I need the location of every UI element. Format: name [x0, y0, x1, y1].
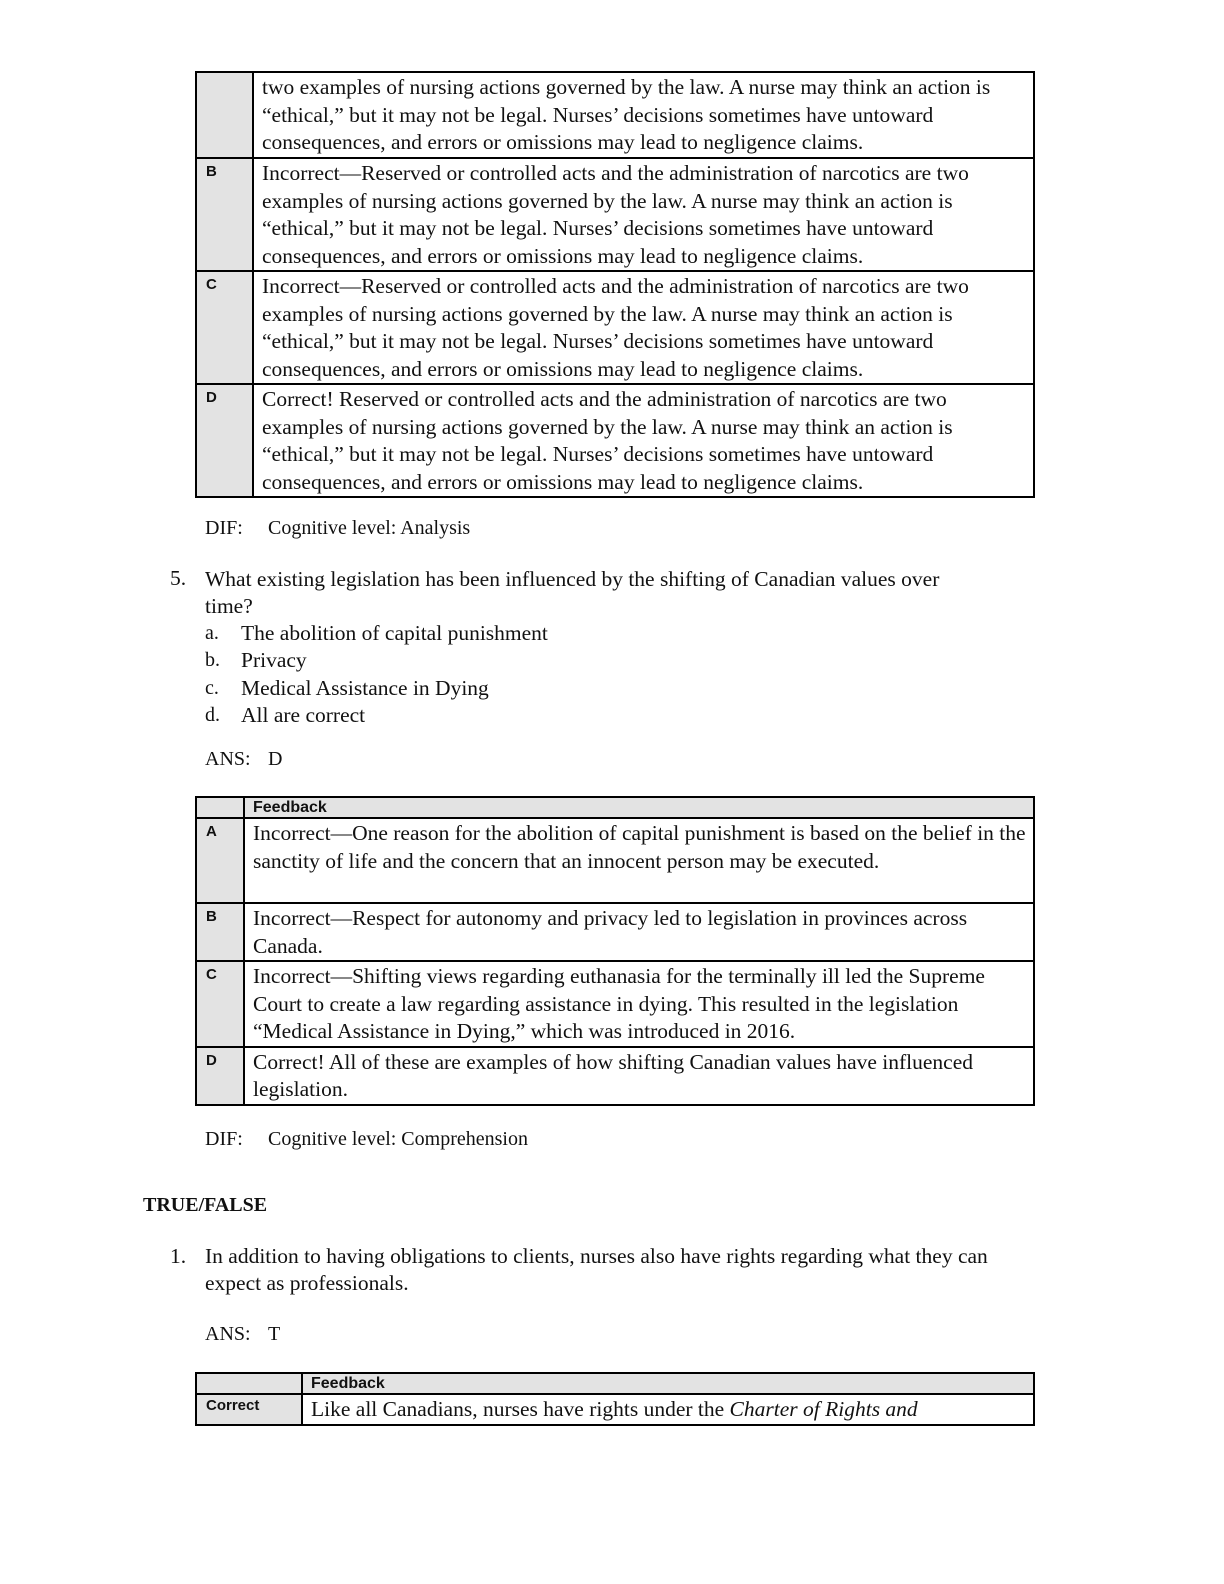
ans-value: D [268, 748, 283, 770]
dif-label: DIF: [205, 517, 243, 539]
row-key: D [196, 384, 253, 497]
dif-value: Cognitive level: Comprehension [268, 1128, 528, 1150]
question-number: 5. [170, 566, 187, 590]
table-row [196, 271, 1034, 384]
feedback-text-plain: Like all Canadians, nurses have rights under the [311, 1397, 730, 1421]
table-row [196, 158, 1034, 271]
row-key: B [196, 158, 253, 271]
row-feedback-text: Correct! All of these are examples of how shifting Canadian values have influenced legislation. [244, 1047, 1034, 1105]
feedback-table-q5 [195, 796, 1035, 1106]
row-key: A [196, 818, 244, 903]
row-feedback-text: Incorrect—Respect for autonomy and privacy led to legislation in provinces across Canada. [244, 903, 1034, 961]
row-key: C [196, 961, 244, 1047]
row-feedback-text: Incorrect—Reserved or controlled acts and the administration of narcotics are two examples of nursing actions governed by the law. A nurse may think an action is “ethical,” but it may not be legal. Nurses’ decisions sometimes have untoward consequences, and errors or omissions may lead to negligence claims. [253, 271, 1034, 384]
question-number: 1. [170, 1244, 187, 1268]
feedback-text-italic: Charter of Rights and [729, 1397, 918, 1421]
row-key: B [196, 903, 244, 961]
feedback-header: Feedback [244, 797, 1034, 818]
table-row [196, 961, 1034, 1047]
table-row [196, 903, 1034, 961]
option-letter: a. [205, 622, 219, 644]
row-feedback-text: Correct! Reserved or controlled acts and the administration of narcotics are two examples of nursing actions governed by the law. A nurse may think an action is “ethical,” but it may not be legal. Nurses’ decisions sometimes have untoward consequences, and errors or omissions may lead to negligence claims. [253, 384, 1034, 497]
option-letter: b. [205, 649, 220, 671]
difficulty-line [205, 517, 470, 540]
question-stem-cont: expect as professionals. [205, 1271, 409, 1295]
question-stem: In addition to having obligations to clients, nurses also have rights regarding what they can [205, 1244, 988, 1268]
table-row [196, 1047, 1034, 1105]
option-letter: d. [205, 704, 220, 726]
row-feedback-text [302, 1394, 1034, 1425]
row-feedback-text: two examples of nursing actions governed by the law. A nurse may think an action is “ethical,” but it may not be legal. Nurses’ decisions sometimes have untoward consequences, and errors or omissions may lead to negligence claims. [253, 72, 1034, 158]
table-row [196, 818, 1034, 903]
ans-value: T [268, 1323, 281, 1345]
row-feedback-text: Incorrect—One reason for the abolition of capital punishment is based on the belief in the sanctity of life and the concern that an innocent person may be executed. [244, 818, 1034, 903]
row-feedback-text: Incorrect—Reserved or controlled acts and the administration of narcotics are two examples of nursing actions governed by the law. A nurse may think an action is “ethical,” but it may not be legal. Nurses’ decisions sometimes have untoward consequences, and errors or omissions may lead to negligence claims. [253, 158, 1034, 271]
difficulty-line [205, 1128, 528, 1151]
ans-label: ANS: [205, 748, 251, 770]
header-blank-cell [196, 1373, 302, 1394]
option-text: The abolition of capital punishment [241, 621, 548, 645]
section-title: TRUE/FALSE [143, 1194, 268, 1216]
dif-value: Cognitive level: Analysis [268, 517, 471, 539]
answer-line [205, 1323, 280, 1346]
table-row [196, 384, 1034, 497]
feedback-header: Feedback [302, 1373, 1034, 1394]
table-row [196, 72, 1034, 158]
feedback-table-q4 [195, 71, 1035, 498]
row-key: D [196, 1047, 244, 1105]
ans-label: ANS: [205, 1323, 251, 1345]
row-feedback-text: Incorrect—Shifting views regarding euthanasia for the terminally ill led the Supreme Court to create a law regarding assistance in dying. This resulted in the legislation “Medical Assistance in Dying,” which was introduced in 2016. [244, 961, 1034, 1047]
header-blank-cell [196, 797, 244, 818]
option-text: Privacy [241, 648, 307, 672]
row-key: Correct [196, 1394, 302, 1425]
question-stem: What existing legislation has been influenced by the shifting of Canadian values over [205, 567, 940, 591]
question-stem-cont: time? [205, 594, 253, 618]
answer-line [205, 748, 282, 771]
option-text: Medical Assistance in Dying [241, 676, 489, 700]
table-row [196, 1394, 1034, 1425]
dif-label: DIF: [205, 1128, 243, 1150]
table-header-row [196, 797, 1034, 818]
option-text: All are correct [241, 703, 366, 727]
option-letter: c. [205, 677, 219, 699]
table-header-row [196, 1373, 1034, 1394]
row-key [196, 72, 253, 158]
feedback-table-tf1 [195, 1372, 1035, 1426]
row-key: C [196, 271, 253, 384]
